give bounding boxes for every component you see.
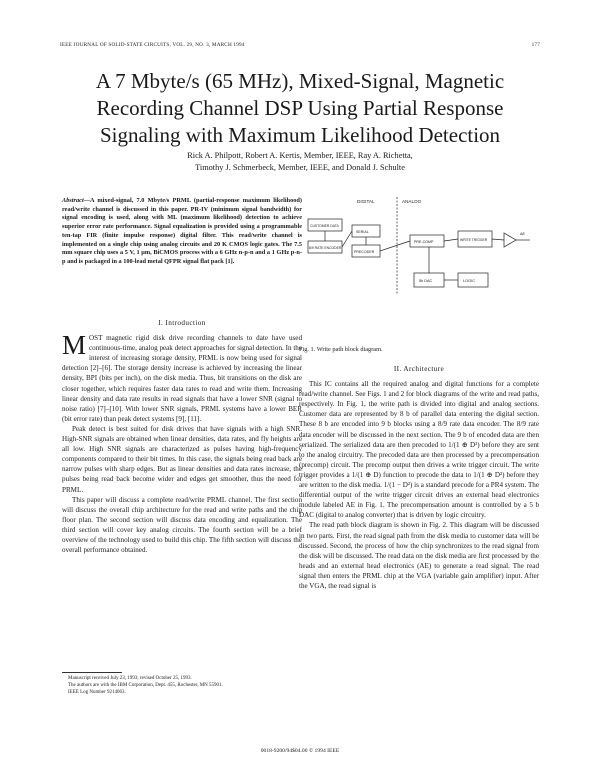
intro-paragraph-2: Peak detect is best suited for disk drives that have signals with a high SNR. High-SNR signals are obtained when linear densities, data rates, and fly heights are all low. High SNR signals are characterized as pulses having high-frequency components compared to their bit times. In this case, the signals being read back are narrow pulses with sharp edges. But as linear densities and data rates increase, the pulses being read back become wider and edges get smoother, thus the need for PRML. [62, 424, 302, 494]
label-analog: ANALOG [402, 199, 422, 204]
authors-line-1: Rick A. Philpott, Robert A. Kertis, Member, IEEE, Ray A. Richetta, [187, 151, 413, 160]
label-customer-data: CUSTOMER DATA [310, 224, 339, 228]
footnote-received: Manuscript received July 23, 1993; revised October 25, 1993. [68, 676, 192, 681]
author-list [60, 150, 540, 174]
label-serializer: SERIAL [356, 230, 369, 234]
label-head: AE [520, 232, 526, 236]
page-number: 177 [531, 42, 540, 48]
figure-1-caption: Fig. 1. Write path block diagram. [299, 346, 383, 353]
label-logic: LOGIC [463, 279, 475, 283]
abstract-label: Abstract [62, 197, 84, 204]
intro-paragraph-1-text: OST magnetic rigid disk drive recording channels to date have used continuous-time, analog peak detect approaches for signal detection. In the interest of increasing storage density, PRML is now being used for signal detection [2]–[6]. The storage density increase is achieved by increasing the linear density, BPI (bits per inch), on the disk media. Thus, bit transitions on the disk are closer together, which requires faster data rates to read and write them. Increasing linear density and data rate results in read signals that have a lower SNR (signal to noise ratio) [7]–[10]. With lower SNR signals, PRML systems have a lower BER (bit error rate) than peak detect systems [9], [11]. [62, 334, 302, 423]
footnote-affiliation: The authors are with the IBM Corporation, Dept. 455, Rochester, MN 55901. [68, 682, 223, 688]
label-write-trigger: WRITE TRIGGER [460, 238, 488, 242]
abstract-text: —A mixed-signal, 7.0 Mbyte/s PRML (partial-response maximum likelihood) read/write channel is discussed in this paper. PR-IV (minimum signal bandwidth) for signal encoding is used, along with ML (maximum likelihood) detection to achieve superior error rate performance. Signal equalization is provided using a programmable ten-tap FIR (finite impulse response) digital filter. This read/write channel is implemented on a single chip using analog circuits and 20 K CMOS logic gates. The 7.5 mm square chip uses a 5 V, 1 μm, BiCMOS process with a 6 GHz n-p-n and a 1 GHz p-n-p and is packaged in a 100-lead metal QFPR signal flat pack [1]. [62, 197, 302, 265]
title-line-1: A 7 Mbyte/s (65 MHz), Mixed-Signal, Magnetic [95, 69, 505, 93]
arch-paragraph-1: This IC contains all the required analog and digital functions for a complete read/write channel. See Figs. 1 and 2 for block diagrams of the write and read paths, respectively. In Fig. 1, the write path is divided into digital and analog sections. Customer data are represented by 8 b of parallel data entering the digital section. These 8 b are encoded into 9 b blocks using a 8/9 rate data encoder. The 8/9 rate data encoder will be discussed in the next section. The 9 b of encoded data are then serialized. The serialized data are then precoded to 1/(1 ⊕ D²) before they are sent to the analog circuitry. The precoded data are then processed by a precompensation (precomp) circuit. The precomp output then drives a write trigger circuit. The write trigger provides a 1/(1 ⊕ D) function to precode the data to 1/(1 ⊕ D²) before they are written to the disk media. 1/(1 − D²) is a standard precode for a PR4 system. The differential output of the write trigger circuit drives an external head electronics module labeled AE in Fig. 1. The precompensation amount is controlled by a 5 b DAC (digital to analog converter) that is driven by logic circuitry. [299, 380, 539, 520]
label-encoder: 8/9 RATE ENCODER [309, 246, 342, 250]
abstract [62, 197, 302, 267]
authors-line-2: Timothy J. Schmerbeck, Member, IEEE, and Donald J. Schulte [195, 163, 405, 172]
arch-paragraph-2: The read path block diagram is shown in Fig. 2. This diagram will be discussed in two parts. First, the read signal path from the disk media to customer data will be discussed. Second, the process of how the chip synchronizes to the read signal from the disk will be discussed. The read data on the disk media are first processed by the heads and an external head electronics (AE) to generate a read signal. The read signal then enters the PRML chip at the VGA (variable gain amplifier) input. After the VGA, the read signal is [299, 521, 539, 590]
footnote-log-number: IEEE Log Number 9214063. [68, 689, 126, 695]
copyright-id: 0018-9200/94$04.00 © 1994 IEEE [260, 748, 340, 754]
figure-1-diagram [302, 195, 538, 341]
label-precomp: PRE-COMP [414, 240, 434, 244]
section-heading-architecture: II. Architecture [393, 365, 445, 373]
paper-title [30, 68, 570, 149]
label-precoder: PRECODER [354, 250, 375, 254]
footnote [62, 672, 302, 696]
label-digital: DIGITAL [357, 199, 375, 204]
left-column [62, 318, 302, 555]
title-line-2: Recording Channel DSP Using Partial Response [96, 96, 504, 120]
label-dac: 5b DAC [419, 279, 433, 283]
right-column [299, 364, 539, 591]
head-driver-symbol [504, 233, 516, 247]
dropcap: M [62, 330, 87, 361]
running-header [60, 42, 540, 48]
section-heading-introduction: I. Introduction [158, 319, 206, 327]
intro-paragraph-3: This paper will discuss a complete read/write PRML channel. The first section will discuss the overall chip architecture for the read and write paths and the chip floor plan. The second section will discuss data encoding and equalization. The third section will cover key analog circuits. The fourth section will be a brief overview of the technology used to build this chip. The fifth section will discuss the overall performance obtained. [62, 495, 302, 555]
footnote-rule [62, 672, 122, 673]
journal-line: IEEE JOURNAL OF SOLID-STATE CIRCUITS, VOL. 29, NO. 3, MARCH 1994 [60, 42, 245, 48]
title-line-3: Signaling with Maximum Likelihood Detection [99, 123, 501, 147]
intro-paragraph-1 [62, 330, 302, 424]
